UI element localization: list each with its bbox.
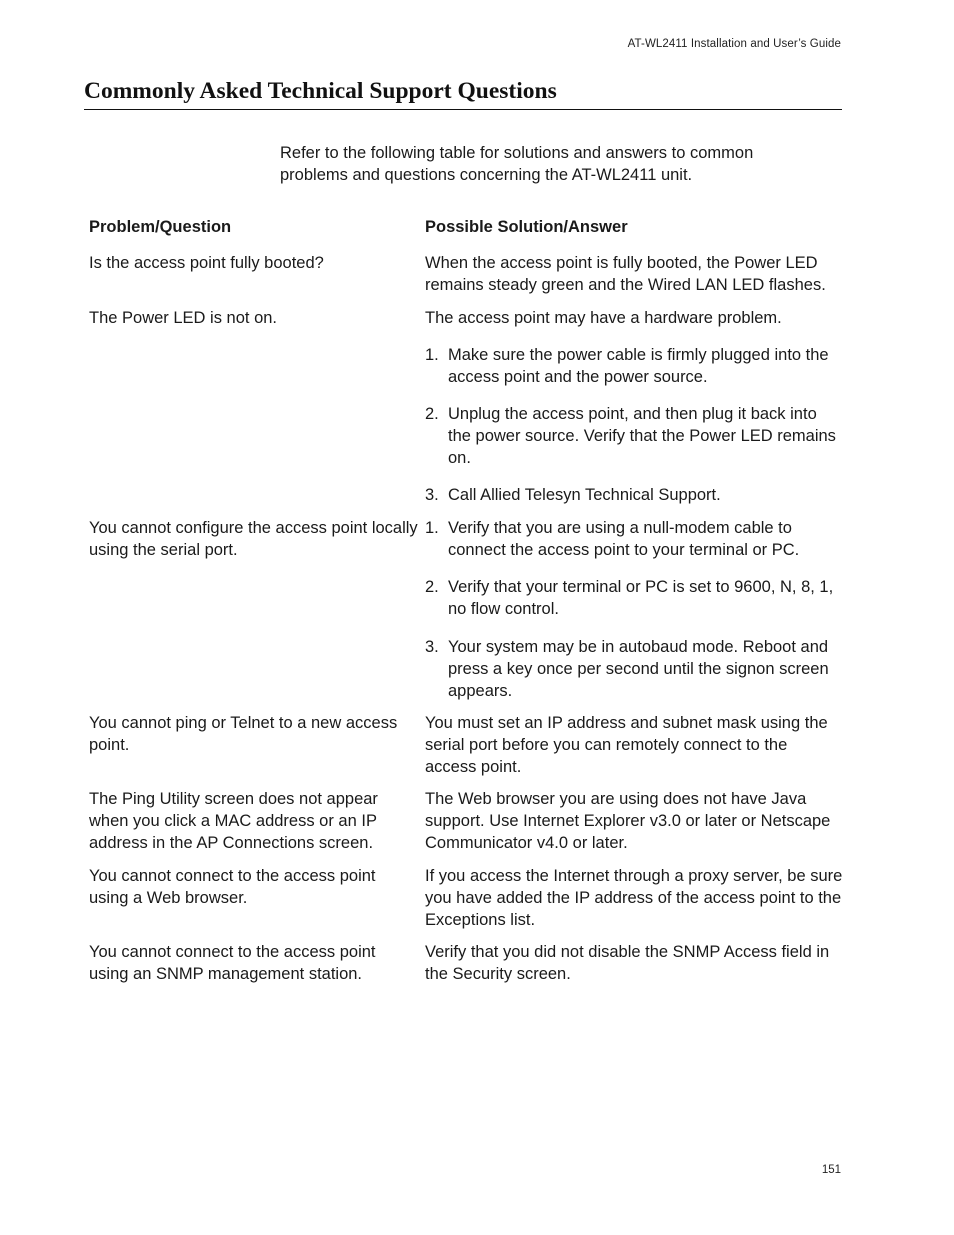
intro-paragraph: Refer to the following table for solutions and answers to common problems and questions concerning the AT-WL2411 unit. xyxy=(280,144,754,184)
step-text: Verify that your terminal or PC is set to 9600, N, 8, 1, no flow control. xyxy=(448,578,834,618)
column-header-solution: Possible Solution/Answer xyxy=(425,218,628,236)
step-number: 2. xyxy=(425,405,439,423)
row-6-answer: If you access the Internet through a proxy server, be sure you have added the IP address of the access point to the Exceptions list. xyxy=(425,867,843,929)
step-number: 3. xyxy=(425,638,439,656)
step-number: 1. xyxy=(425,346,439,364)
step-text: Call Allied Telesyn Technical Support. xyxy=(448,486,721,504)
row-3-step-1 xyxy=(425,517,843,561)
step-text: Unplug the access point, and then plug it back into the power source. Verify that the Power LED remains on. xyxy=(448,405,836,467)
row-7-question: You cannot connect to the access point using an SNMP management station. xyxy=(89,943,376,983)
row-3-step-3 xyxy=(425,636,843,702)
row-2-step-1 xyxy=(425,344,843,388)
row-3-question: You cannot configure the access point locally using the serial port. xyxy=(89,519,418,559)
row-3-step-2 xyxy=(425,576,843,620)
row-2-question: The Power LED is not on. xyxy=(89,309,278,327)
row-4-question: You cannot ping or Telnet to a new access point. xyxy=(89,714,398,754)
row-1-answer: When the access point is fully booted, the Power LED remains steady green and the Wired LAN LED flashes. xyxy=(425,254,826,294)
step-number: 3. xyxy=(425,486,439,504)
row-4-answer: You must set an IP address and subnet mask using the serial port before you can remotely connect to the access point. xyxy=(425,714,828,776)
column-header-problem: Problem/Question xyxy=(89,218,232,236)
row-5-question: The Ping Utility screen does not appear when you click a MAC address or an IP address in the AP Connections screen. xyxy=(89,790,378,852)
row-5-answer: The Web browser you are using does not have Java support. Use Internet Explorer v3.0 or later or Netscape Communicator v4.0 or later. xyxy=(425,790,831,852)
step-text: Your system may be in autobaud mode. Reboot and press a key once per second until the signon screen appears. xyxy=(448,638,829,700)
row-2-step-2 xyxy=(425,403,843,469)
row-6-question: You cannot connect to the access point using a Web browser. xyxy=(89,867,376,907)
row-2-answer: The access point may have a hardware problem. xyxy=(425,309,782,327)
row-7-answer: Verify that you did not disable the SNMP Access field in the Security screen. xyxy=(425,943,830,983)
step-number: 1. xyxy=(425,519,439,537)
section-title: Commonly Asked Technical Support Questions xyxy=(84,76,842,110)
step-text: Verify that you are using a null-modem cable to connect the access point to your terminal or PC. xyxy=(448,519,800,559)
running-header: AT-WL2411 Installation and User’s Guide xyxy=(627,38,841,50)
row-1-question: Is the access point fully booted? xyxy=(89,254,324,272)
page-number: 151 xyxy=(821,1164,841,1176)
row-2-step-3 xyxy=(425,484,843,506)
step-number: 2. xyxy=(425,578,439,596)
step-text: Make sure the power cable is firmly plugged into the access point and the power source. xyxy=(448,346,829,386)
